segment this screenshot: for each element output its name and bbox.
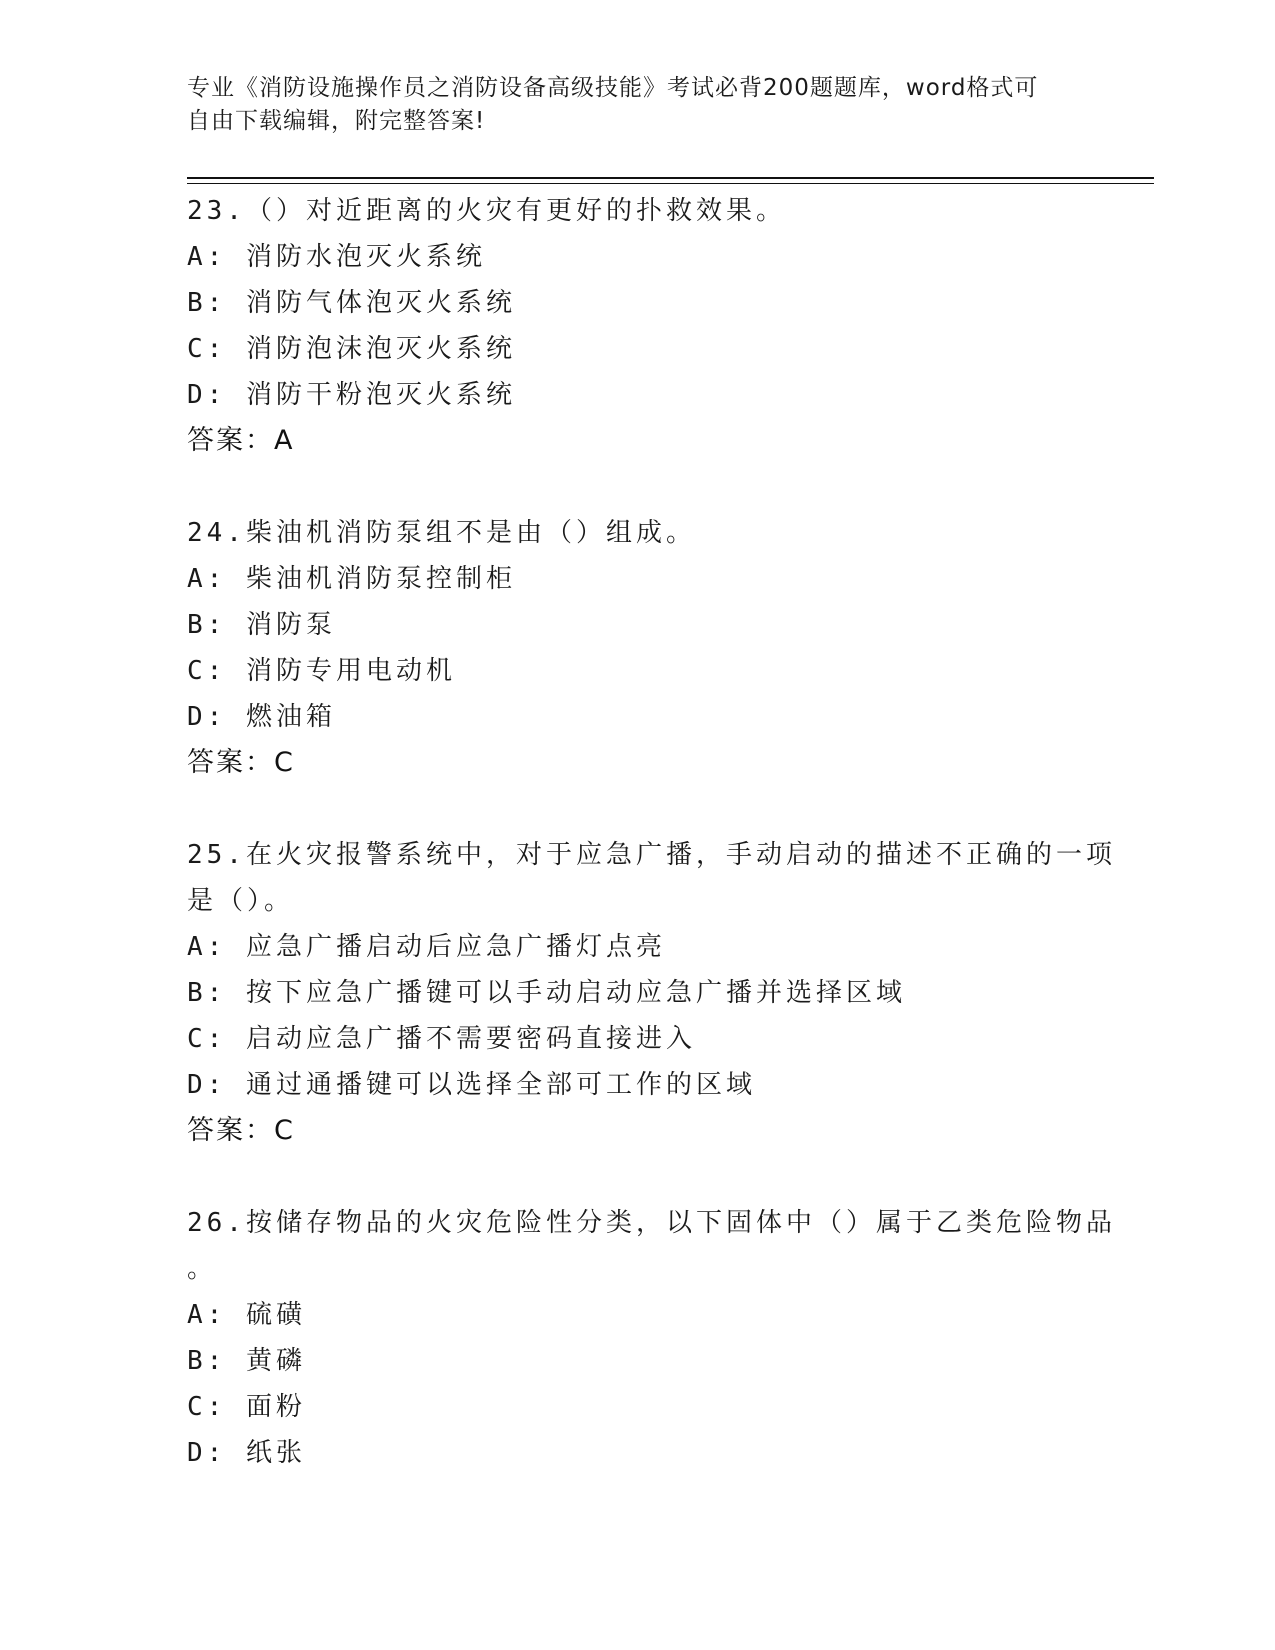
question-24	[187, 510, 1087, 786]
option-c: C: 消防泡沫泡灭火系统	[187, 334, 516, 364]
option-d: D: 通过通播键可以选择全部可工作的区域	[187, 1070, 756, 1100]
question-25	[187, 832, 1116, 1154]
question-list	[187, 188, 1116, 1522]
option-c: C: 面粉	[187, 1392, 306, 1422]
option-b: B: 按下应急广播键可以手动启动应急广播并选择区域	[187, 978, 906, 1008]
option-c: C: 启动应急广播不需要密码直接进入	[187, 1024, 696, 1054]
option-d: D: 纸张	[187, 1438, 306, 1468]
answer: 答案：C	[187, 747, 295, 778]
option-a: A: 柴油机消防泵控制柜	[187, 564, 516, 594]
question-26	[187, 1200, 1116, 1476]
answer: 答案：C	[187, 1115, 295, 1146]
option-a: A: 应急广播启动后应急广播灯点亮	[187, 932, 666, 962]
question-stem-line-1: 25.在火灾报警系统中，对于应急广播，手动启动的描述不正确的一项	[187, 840, 1116, 870]
header-divider-thick	[187, 177, 1154, 179]
question-stem: 23.（）对近距离的火灾有更好的扑救效果。	[187, 196, 786, 226]
answer: 答案：A	[187, 425, 295, 456]
document-header	[187, 72, 1067, 138]
option-d: D: 燃油箱	[187, 702, 336, 732]
option-d: D: 消防干粉泡灭火系统	[187, 380, 516, 410]
question-23	[187, 188, 1087, 464]
option-b: B: 黄磷	[187, 1346, 306, 1376]
option-a: A: 硫磺	[187, 1300, 306, 1330]
header-line-2: 自由下载编辑，附完整答案!	[187, 108, 486, 134]
option-a: A: 消防水泡灭火系统	[187, 242, 486, 272]
header-line-1: 专业《消防设施操作员之消防设备高级技能》考试必背200题题库，word格式可	[187, 75, 1039, 101]
question-stem: 24.柴油机消防泵组不是由（）组成。	[187, 518, 696, 548]
question-stem-line-2: 是（）。	[187, 886, 295, 916]
question-stem-line-2: 。	[187, 1254, 218, 1284]
header-divider-thin	[187, 183, 1154, 184]
option-b: B: 消防气体泡灭火系统	[187, 288, 516, 318]
option-b: B: 消防泵	[187, 610, 336, 640]
option-c: C: 消防专用电动机	[187, 656, 456, 686]
question-stem-line-1: 26.按储存物品的火灾危险性分类，以下固体中（）属于乙类危险物品	[187, 1208, 1116, 1238]
